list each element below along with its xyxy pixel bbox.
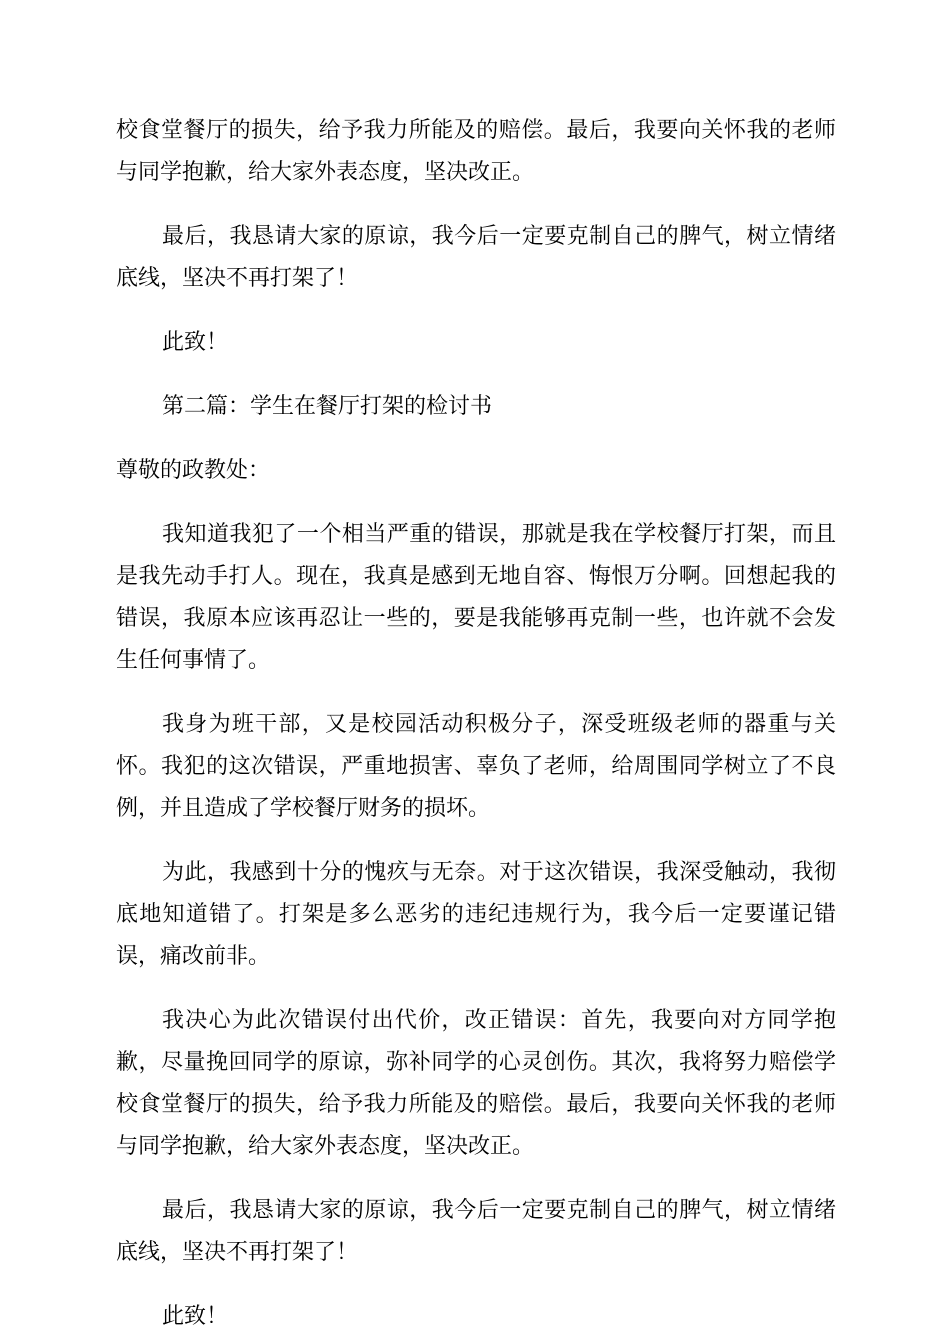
paragraph-closing-plea: 最后，我恳请大家的原谅，我今后一定要克制自己的脾气，树立情绪底线，坚决不再打架了！ xyxy=(116,224,836,291)
paragraph-confession: 我知道我犯了一个相当严重的错误，那就是我在学校餐厅打架，而且是我先动手打人。现在，我真是感到无地自容、悔恨万分啊。回想起我的错误，我原本应该再忍让一些的，要是我能够再克制一些，也许就不会发生任何事情了。 xyxy=(116,522,836,673)
paragraph-role: 我身为班干部，又是校园活动积极分子，深受班级老师的器重与关怀。我犯的这次错误，严重地损害、辜负了老师，给周围同学树立了不良例，并且造成了学校餐厅财务的损坏。 xyxy=(116,712,836,821)
paragraph-remorse: 为此，我感到十分的愧疚与无奈。对于这次错误，我深受触动，我彻底地知道错了。打架是多么恶劣的违纪违规行为，我今后一定要谨记错误，痛改前非。 xyxy=(116,860,836,969)
paragraph-salutation-2: 此致！ xyxy=(162,1304,229,1329)
section-title: 第二篇：学生在餐厅打架的检讨书 xyxy=(162,394,493,419)
paragraph-salutation: 此致！ xyxy=(162,330,229,355)
addressee: 尊敬的政教处： xyxy=(116,458,271,483)
paragraph-closing-plea-2: 最后，我恳请大家的原谅，我今后一定要克制自己的脾气，树立情绪底线，坚决不再打架了！ xyxy=(116,1198,836,1265)
paragraph-continuation: 校食堂餐厅的损失，给予我力所能及的赔偿。最后，我要向关怀我的老师与同学抱歉，给大家外表态度，坚决改正。 xyxy=(116,118,836,185)
paragraph-resolution: 我决心为此次错误付出代价，改正错误：首先，我要向对方同学抱歉，尽量挽回同学的原谅，弥补同学的心灵创伤。其次，我将努力赔偿学校食堂餐厅的损失，给予我力所能及的赔偿。最后，我要向关怀我的老师与同学抱歉，给大家外表态度，坚决改正。 xyxy=(116,1008,836,1159)
document-body xyxy=(116,110,836,1338)
